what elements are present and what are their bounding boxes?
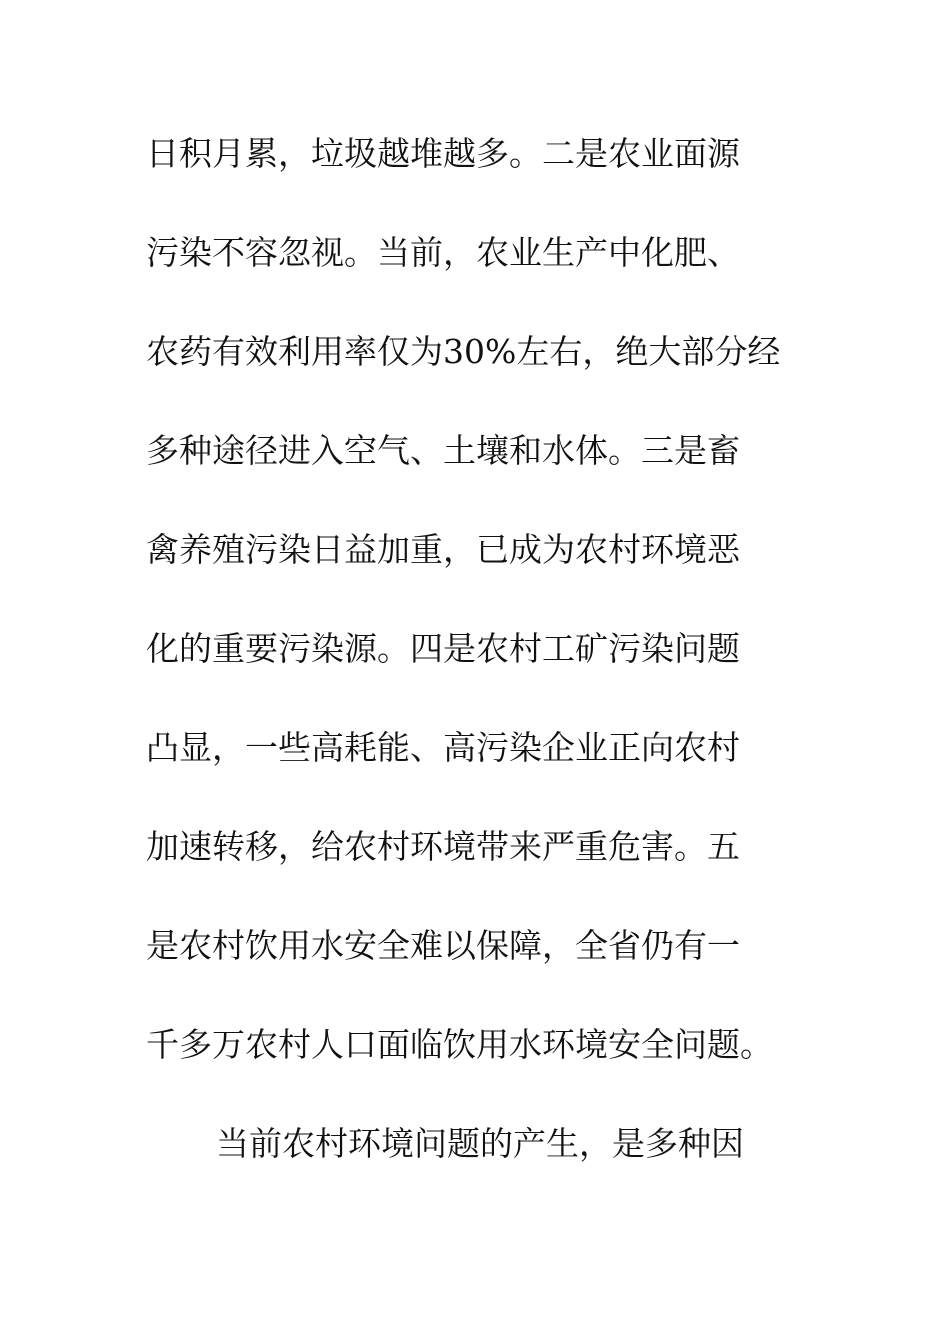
text-line-5: 禽养殖污染日益加重，已成为农村环境恶 [146,530,740,569]
text-line-2: 污染不容忽视。当前，农业生产中化肥、 [146,233,740,272]
paragraph-start-line: 当前农村环境问题的产生，是多种因 [216,1124,744,1163]
text-line-4: 多种途径进入空气、土壤和水体。三是畜 [146,431,740,470]
text-line-6: 化的重要污染源。四是农村工矿污染问题 [146,629,740,668]
text-line-3: 农药有效利用率仅为30%左右，绝大部分经 [146,332,781,371]
text-line-8: 加速转移，给农村环境带来严重危害。五 [146,827,740,866]
text-line-9: 是农村饮用水安全难以保障，全省仍有一 [146,926,740,965]
text-line-7: 凸显，一些高耗能、高污染企业正向农村 [146,728,740,767]
text-line-1: 日积月累，垃圾越堆越多。二是农业面源 [146,134,740,173]
text-line-10: 千多万农村人口面临饮用水环境安全问题。 [146,1025,773,1064]
